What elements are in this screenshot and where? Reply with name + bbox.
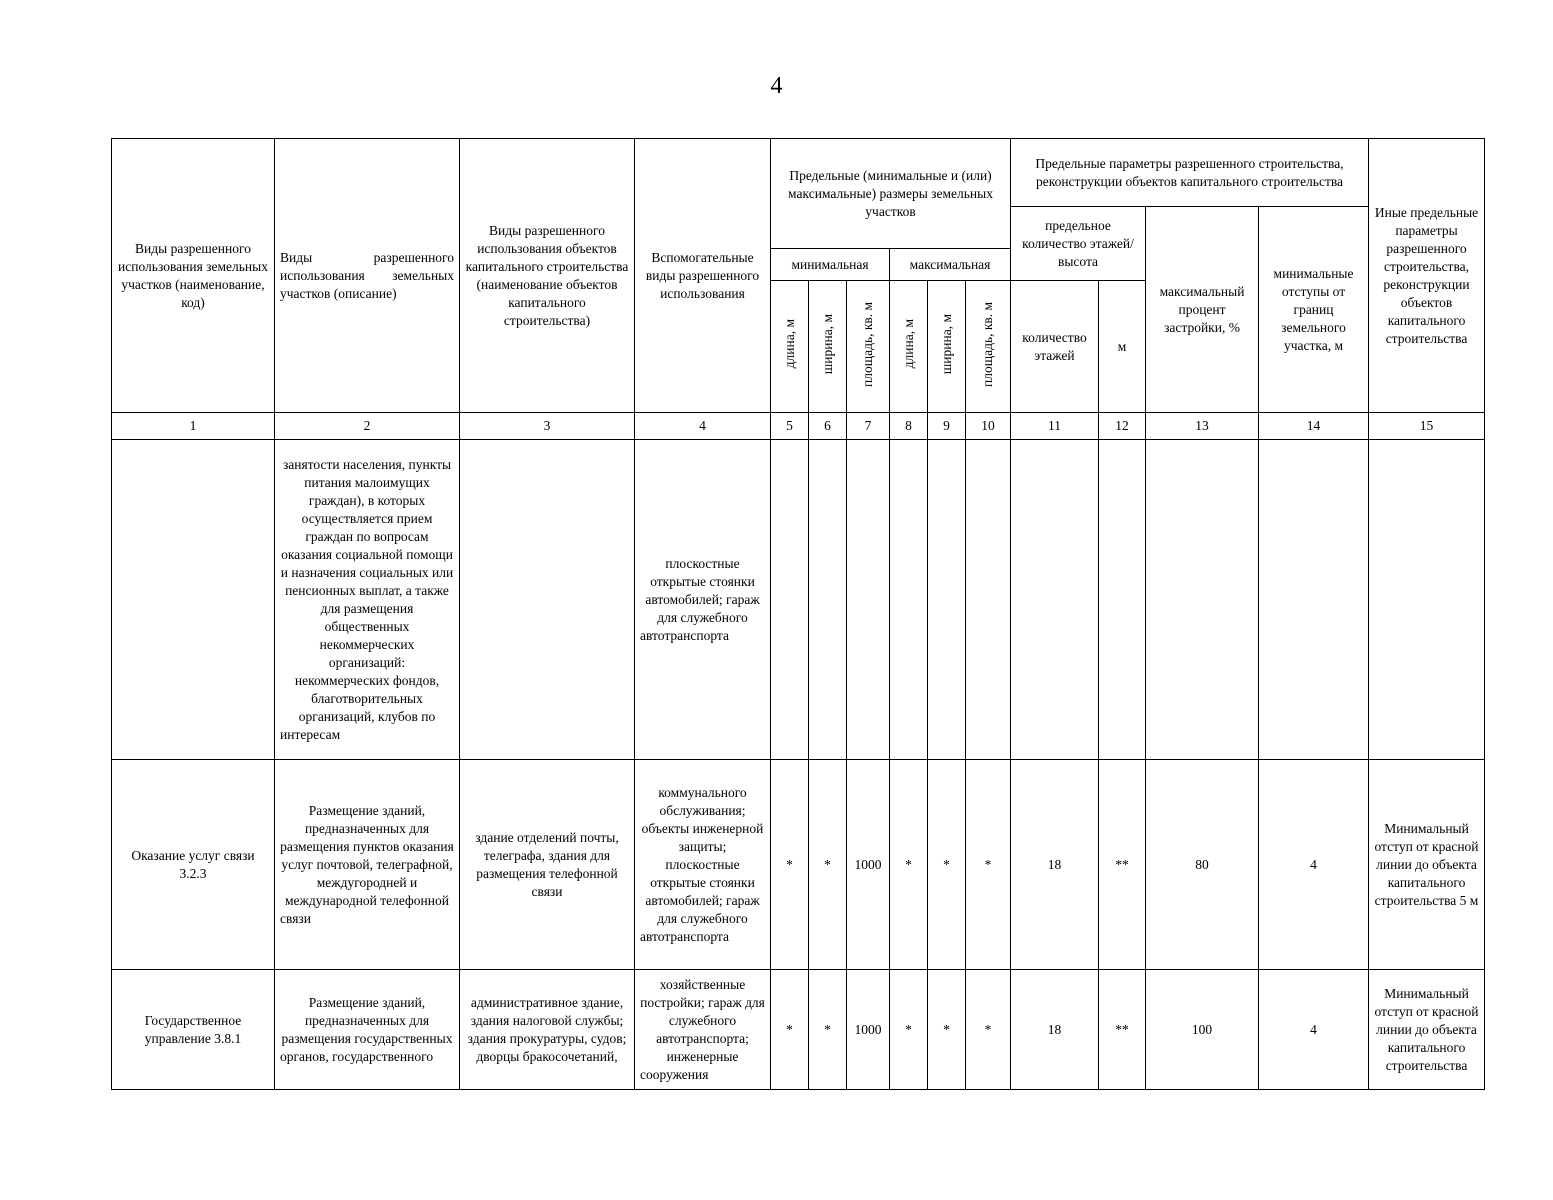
header-land-use-code: Виды разрешенного использования земельных участков (наименование, код) xyxy=(112,139,275,413)
cell-max-width: * xyxy=(928,760,966,970)
column-number: 9 xyxy=(928,413,966,440)
header-min-width: ширина, м xyxy=(819,313,835,375)
header-auxiliary-use: Вспомогательные виды разрешенного использования xyxy=(635,139,771,413)
cell-min-area: 1000 xyxy=(847,970,890,1090)
column-number: 3 xyxy=(460,413,635,440)
header-max-length: длина, м xyxy=(900,319,916,369)
header-floors-count: количество этажей xyxy=(1011,281,1099,413)
header-land-sizes: Предельные (минимальные и (или) максимальные) размеры земельных участков xyxy=(771,139,1011,249)
cell-max-percent: 80 xyxy=(1146,760,1259,970)
column-number: 2 xyxy=(275,413,460,440)
cell-min-width xyxy=(809,440,847,760)
cell-floors-count xyxy=(1011,440,1099,760)
cell-max-percent xyxy=(1146,440,1259,760)
table-row xyxy=(112,440,1485,760)
cell-max-width xyxy=(928,440,966,760)
header-other-params: Иные предельные параметры разрешенного строительства, реконструкции объектов капитального строительства xyxy=(1369,139,1485,413)
cell-max-width: * xyxy=(928,970,966,1090)
land-use-parameters-table xyxy=(111,138,1485,1090)
header-maximal: максимальная xyxy=(890,249,1011,281)
header-minimal: минимальная xyxy=(771,249,890,281)
cell-min-width: * xyxy=(809,970,847,1090)
cell-auxiliary-use: коммунального обслуживания; объекты инженерной защиты; плоскостные открытые стоянки автомобилей; гараж для служебного автотранспорта xyxy=(635,760,771,970)
cell-min-length xyxy=(771,440,809,760)
column-number: 8 xyxy=(890,413,928,440)
header-min-setback: минимальные отступы от границ земельного участка, м xyxy=(1259,207,1369,413)
cell-floors-count: 18 xyxy=(1011,970,1099,1090)
header-min-area: площадь, кв. м xyxy=(860,301,875,387)
cell-height-m: ** xyxy=(1099,760,1146,970)
cell-land-use-code xyxy=(112,440,275,760)
cell-land-use-code: Государственное управление 3.8.1 xyxy=(112,970,275,1090)
cell-min-width: * xyxy=(809,760,847,970)
column-number: 4 xyxy=(635,413,771,440)
cell-land-use-description: занятости населения, пункты питания малоимущих граждан), в которых осуществляется прием граждан по вопросам оказания социальной помощи и назначения социальных или пенсионных выплат, а также для размещения общественных некоммерческих организаций: некоммерческих фондов, благотворительных организаций, клубов по интересам xyxy=(275,440,460,760)
cell-max-length: * xyxy=(890,970,928,1090)
cell-min-area: 1000 xyxy=(847,760,890,970)
cell-min-length: * xyxy=(771,760,809,970)
cell-construction-use xyxy=(460,440,635,760)
cell-land-use-description: Размещение зданий, предназначенных для размещения государственных органов, государственного xyxy=(275,970,460,1090)
column-number: 7 xyxy=(847,413,890,440)
table-row xyxy=(112,760,1485,970)
header-meters: м xyxy=(1099,281,1146,413)
cell-land-use-code: Оказание услуг связи 3.2.3 xyxy=(112,760,275,970)
column-numbers-row xyxy=(112,413,1485,440)
cell-height-m xyxy=(1099,440,1146,760)
header-max-width: ширина, м xyxy=(938,313,954,375)
column-number: 5 xyxy=(771,413,809,440)
cell-max-length: * xyxy=(890,760,928,970)
header-min-length: длина, м xyxy=(781,319,797,369)
column-number: 10 xyxy=(966,413,1011,440)
header-max-percent: максимальный процент застройки, % xyxy=(1146,207,1259,413)
header-land-use-description: Виды разрешенного использования земельных участков (описание) xyxy=(275,139,460,413)
cell-height-m: ** xyxy=(1099,970,1146,1090)
cell-min-setback: 4 xyxy=(1259,970,1369,1090)
header-build-params: Предельные параметры разрешенного строительства, реконструкции объектов капитального строительства xyxy=(1011,139,1369,207)
cell-auxiliary-use: хозяйственные постройки; гараж для служебного автотранспорта; инженерные сооружения xyxy=(635,970,771,1090)
column-number: 6 xyxy=(809,413,847,440)
header-construction-use: Виды разрешенного использования объектов капитального строительства (наименование объектов капитального строительства) xyxy=(460,139,635,413)
column-number: 11 xyxy=(1011,413,1099,440)
cell-land-use-description: Размещение зданий, предназначенных для размещения пунктов оказания услуг почтовой, телеграфной, междугородней и международной телефонной связи xyxy=(275,760,460,970)
cell-max-area: * xyxy=(966,760,1011,970)
cell-min-setback: 4 xyxy=(1259,760,1369,970)
cell-floors-count: 18 xyxy=(1011,760,1099,970)
cell-min-area xyxy=(847,440,890,760)
cell-max-area: * xyxy=(966,970,1011,1090)
column-number: 12 xyxy=(1099,413,1146,440)
cell-construction-use: административное здание, здания налоговой службы; здания прокуратуры, судов; дворцы бракосочетаний, xyxy=(460,970,635,1090)
page-number: 4 xyxy=(770,73,783,99)
column-number: 14 xyxy=(1259,413,1369,440)
header-max-area: площадь, кв. м xyxy=(980,301,995,387)
cell-min-length: * xyxy=(771,970,809,1090)
cell-min-setback xyxy=(1259,440,1369,760)
column-number: 13 xyxy=(1146,413,1259,440)
cell-auxiliary-use: плоскостные открытые стоянки автомобилей; гараж для служебного автотранспорта xyxy=(635,440,771,760)
cell-max-percent: 100 xyxy=(1146,970,1259,1090)
column-number: 1 xyxy=(112,413,275,440)
cell-other-params: Минимальный отступ от красной линии до объекта капитального строительства xyxy=(1369,970,1485,1090)
header-floors-height: предельное количество этажей/высота xyxy=(1011,207,1146,281)
cell-construction-use: здание отделений почты, телеграфа, здания для размещения телефонной связи xyxy=(460,760,635,970)
column-number: 15 xyxy=(1369,413,1485,440)
cell-other-params: Минимальный отступ от красной линии до объекта капитального строительства 5 м xyxy=(1369,760,1485,970)
table-row xyxy=(112,970,1485,1090)
cell-other-params xyxy=(1369,440,1485,760)
cell-max-length xyxy=(890,440,928,760)
cell-max-area xyxy=(966,440,1011,760)
